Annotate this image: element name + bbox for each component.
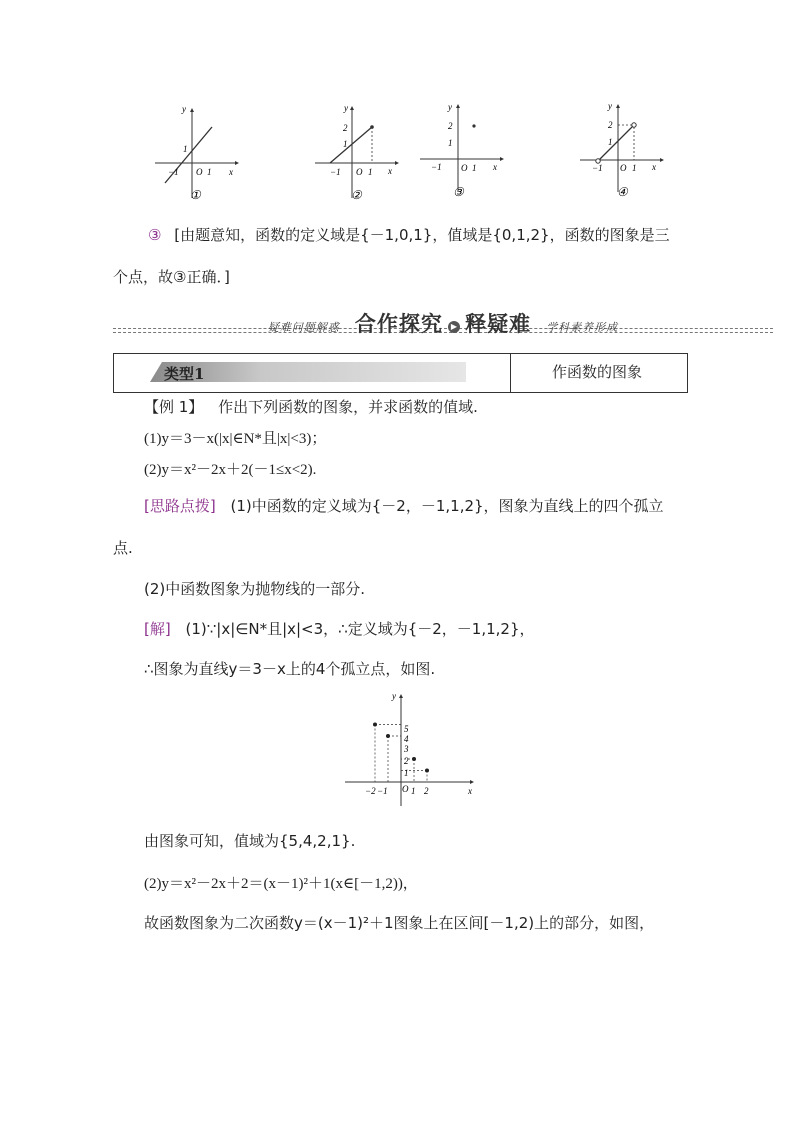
example-header bbox=[144, 396, 478, 417]
graph-2 bbox=[310, 100, 400, 200]
svg-text:2: 2 bbox=[608, 120, 613, 130]
banner-main-2: 释疑难 bbox=[465, 312, 532, 336]
hint-line-1 bbox=[144, 495, 664, 516]
graph-3 bbox=[415, 100, 505, 200]
svg-text:y: y bbox=[392, 691, 396, 701]
graph-caption: ① bbox=[190, 188, 201, 202]
x-tick: O bbox=[402, 784, 409, 794]
y-tick: 3 bbox=[404, 744, 409, 754]
graph-4 bbox=[575, 100, 665, 200]
solution-line-1 bbox=[144, 618, 535, 639]
x-tick: 2 bbox=[424, 786, 429, 796]
type-label: 类型1 bbox=[164, 365, 205, 383]
svg-text:y: y bbox=[608, 101, 612, 111]
type-box bbox=[113, 353, 688, 393]
y-tick: 4 bbox=[404, 734, 409, 744]
svg-text:2: 2 bbox=[448, 121, 453, 131]
svg-text:③: ③ bbox=[453, 185, 464, 199]
hint-label: [思路点拨] bbox=[144, 497, 216, 515]
svg-text:x: x bbox=[493, 162, 497, 172]
hint-text-1: (1)中函数的定义域为{－2，－1,1,2}，图象为直线上的四个孤立 bbox=[230, 497, 664, 515]
svg-text:1: 1 bbox=[472, 163, 477, 173]
x-tick: −1 bbox=[377, 786, 388, 796]
data-point bbox=[412, 757, 416, 761]
section-banner bbox=[113, 308, 773, 334]
y-label: y bbox=[182, 104, 186, 114]
graph-1 bbox=[150, 100, 240, 200]
banner-main-1: 合作探究 bbox=[354, 312, 443, 336]
svg-text:1: 1 bbox=[608, 137, 613, 147]
svg-text:1: 1 bbox=[632, 163, 637, 173]
svg-text:x: x bbox=[468, 786, 472, 796]
f2-line: (2)y＝x²－2x＋2＝(x－1)²＋1(x∈[－1,2))， bbox=[144, 876, 418, 892]
y-tick: 5 bbox=[404, 724, 409, 734]
svg-text:②: ② bbox=[351, 188, 362, 202]
svg-text:y: y bbox=[344, 103, 348, 113]
svg-text:x: x bbox=[388, 166, 392, 176]
svg-text:1: 1 bbox=[448, 138, 453, 148]
svg-text:1: 1 bbox=[183, 144, 188, 154]
data-point bbox=[386, 734, 390, 738]
svg-text:x: x bbox=[652, 162, 656, 172]
y-tick: 2 bbox=[404, 756, 409, 766]
svg-text:y: y bbox=[448, 102, 452, 112]
svg-text:O: O bbox=[620, 163, 627, 173]
example-text: 作出下列函数的图象，并求函数的值域. bbox=[218, 398, 478, 416]
svg-text:O: O bbox=[196, 167, 203, 177]
range-line: 由图象可知，值域为{5,4,2,1}. bbox=[144, 832, 356, 850]
svg-text:2: 2 bbox=[343, 123, 348, 133]
x-tick: −2 bbox=[365, 786, 376, 796]
hint-line-3: (2)中函数图象为抛物线的一部分. bbox=[144, 580, 366, 598]
hint-line-2: 点. bbox=[113, 539, 133, 557]
example-q2: (2)y＝x²－2x＋2(－1≤x<2). bbox=[144, 462, 317, 478]
svg-text:−1: −1 bbox=[330, 167, 341, 177]
answer-mark: ③ bbox=[148, 226, 162, 244]
svg-text:1: 1 bbox=[343, 139, 348, 149]
data-point bbox=[373, 723, 377, 727]
type-label-bar bbox=[150, 362, 466, 382]
svg-text:O: O bbox=[356, 167, 363, 177]
example-q1: (1)y＝3－x(|x|∈N*且|x|<3)； bbox=[144, 431, 327, 447]
solution-line-2: ∴图象为直线y＝3－x上的4个孤立点，如图. bbox=[144, 660, 436, 678]
answer-line-1 bbox=[148, 224, 670, 245]
f3-line: 故函数图象为二次函数y＝(x－1)²＋1图象上在区间[－1,2)上的部分，如图， bbox=[144, 914, 655, 932]
answer-text: [由题意知，函数的定义域是{－1,0,1}，值域是{0,1,2}，函数的图象是三 bbox=[174, 226, 670, 244]
svg-text:−1: −1 bbox=[168, 167, 179, 177]
banner-right-text: 学科素养形成 bbox=[546, 321, 619, 334]
banner-arrow-icon: ▶ bbox=[448, 321, 460, 333]
svg-text:O: O bbox=[461, 163, 468, 173]
x-tick: 1 bbox=[411, 786, 416, 796]
svg-text:1: 1 bbox=[368, 167, 373, 177]
svg-text:1: 1 bbox=[207, 167, 212, 177]
svg-text:−1: −1 bbox=[431, 162, 442, 172]
solution-label: [解] bbox=[144, 620, 171, 638]
x-label: x bbox=[229, 167, 233, 177]
svg-text:④: ④ bbox=[617, 185, 628, 199]
banner-left-text: 疑难问题解惑 bbox=[267, 321, 340, 334]
type-title: 作函数的图象 bbox=[552, 363, 643, 381]
solution-text-1: (1)∵|x|∈N*且|x|<3，∴定义域为{－2，－1,1,2}， bbox=[185, 620, 535, 638]
answer-line-2: 个点，故③正确．] bbox=[113, 268, 230, 286]
example-label: 【例 1】 bbox=[144, 398, 204, 416]
data-point bbox=[425, 769, 429, 773]
point-graph bbox=[340, 688, 480, 808]
y-tick: 1 bbox=[404, 768, 409, 778]
svg-text:−1: −1 bbox=[592, 163, 603, 173]
